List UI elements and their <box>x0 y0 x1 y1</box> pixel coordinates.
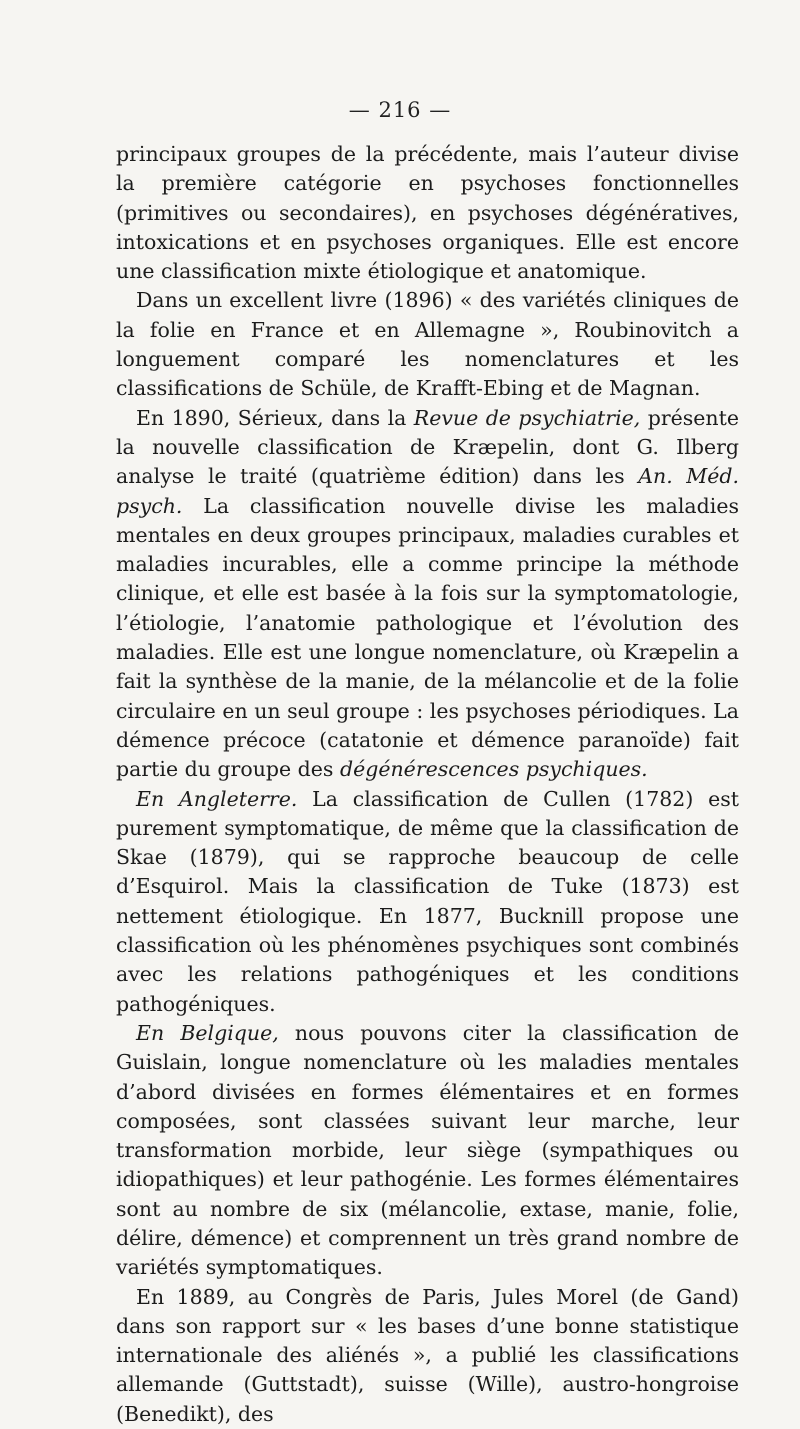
italic-text: An. Méd. psych. <box>116 464 739 518</box>
paragraph <box>116 1283 739 1429</box>
body-text <box>116 140 739 1429</box>
text-run: En 1890, Sérieux, dans la <box>136 405 414 430</box>
text-run: Dans un excellent livre (1896) « des variétés cliniques de la folie en France et en Allemagne », Roubinovitch a longuement comparé les nomenclatures et les classifications de Schüle, de Krafft-Ebing et de Magnan. <box>116 288 739 401</box>
italic-text: En Belgique, <box>136 1020 279 1045</box>
italic-text: dégénérescences psychiques. <box>339 757 648 782</box>
paragraph <box>116 1019 739 1283</box>
text-run: principaux groupes de la précédente, mais l’auteur divise la première catégorie en psychoses fonctionnelles (primitives ou secondaires), en psychoses dégénératives, intoxications et en psychoses organiques. Elle est encore une classification mixte étiologique et anatomique. <box>116 142 739 284</box>
italic-text: En Angleterre. <box>136 786 298 811</box>
italic-text: Revue de psychiatrie, <box>413 405 641 430</box>
text-run: présente la nouvelle classification de Kræpelin, dont G. Ilberg analyse le traité (quatrième édition) dans les <box>116 405 740 489</box>
text-run: La classification de Cullen (1782) est purement symptomatique, de même que la classification de Skae (1879), qui se rapproche beaucoup de celle d’Esquirol. Mais la classification de Tuke (1873) est nettement étiologique. En 1877, Bucknill propose une classification où les phénomènes psychiques sont combinés avec les relations pathogéniques et les conditions pathogéniques. <box>116 786 740 1016</box>
text-run: nous pouvons citer la classification de Guislain, longue nomenclature où les maladies mentales d’abord divisées en formes élémentaires et en formes composées, sont classées suivant leur marche, leur transformation morbide, leur siège (sympathiques ou idiopathiques) et leur pathogénie. Les formes élémentaires sont au nombre de six (mélancolie, extase, manie, folie, délire, démence) et comprennent un très grand nombre de variétés symptomatiques. <box>116 1020 740 1280</box>
paragraph <box>116 140 739 286</box>
page-number: — 216 — <box>348 98 452 122</box>
text-run: La classification nouvelle divise les maladies mentales en deux groupes principaux, maladies curables et maladies incurables, elle a comme principe la méthode clinique, et elle est basée à la fois sur la symptomatologie, l’étiologie, l’anatomie pathologique et l’évolution des maladies. Elle est une longue nomenclature, où Kræpelin a fait la synthèse de la manie, de la mélancolie et de la folie circulaire en un seul groupe : les psychoses périodiques. La démence précoce (catatonie et démence paranoïde) fait partie du groupe des <box>116 493 739 782</box>
paragraph <box>116 404 739 785</box>
paragraph <box>116 785 739 1019</box>
text-run: En 1889, au Congrès de Paris, Jules Morel (de Gand) dans son rapport sur « les bases d’une bonne statistique internationale des aliénés », a publié les classifications allemande (Guttstadt), suisse (Wille), austro-hongroise (Benedikt), des <box>116 1284 739 1426</box>
paragraph <box>116 286 739 403</box>
